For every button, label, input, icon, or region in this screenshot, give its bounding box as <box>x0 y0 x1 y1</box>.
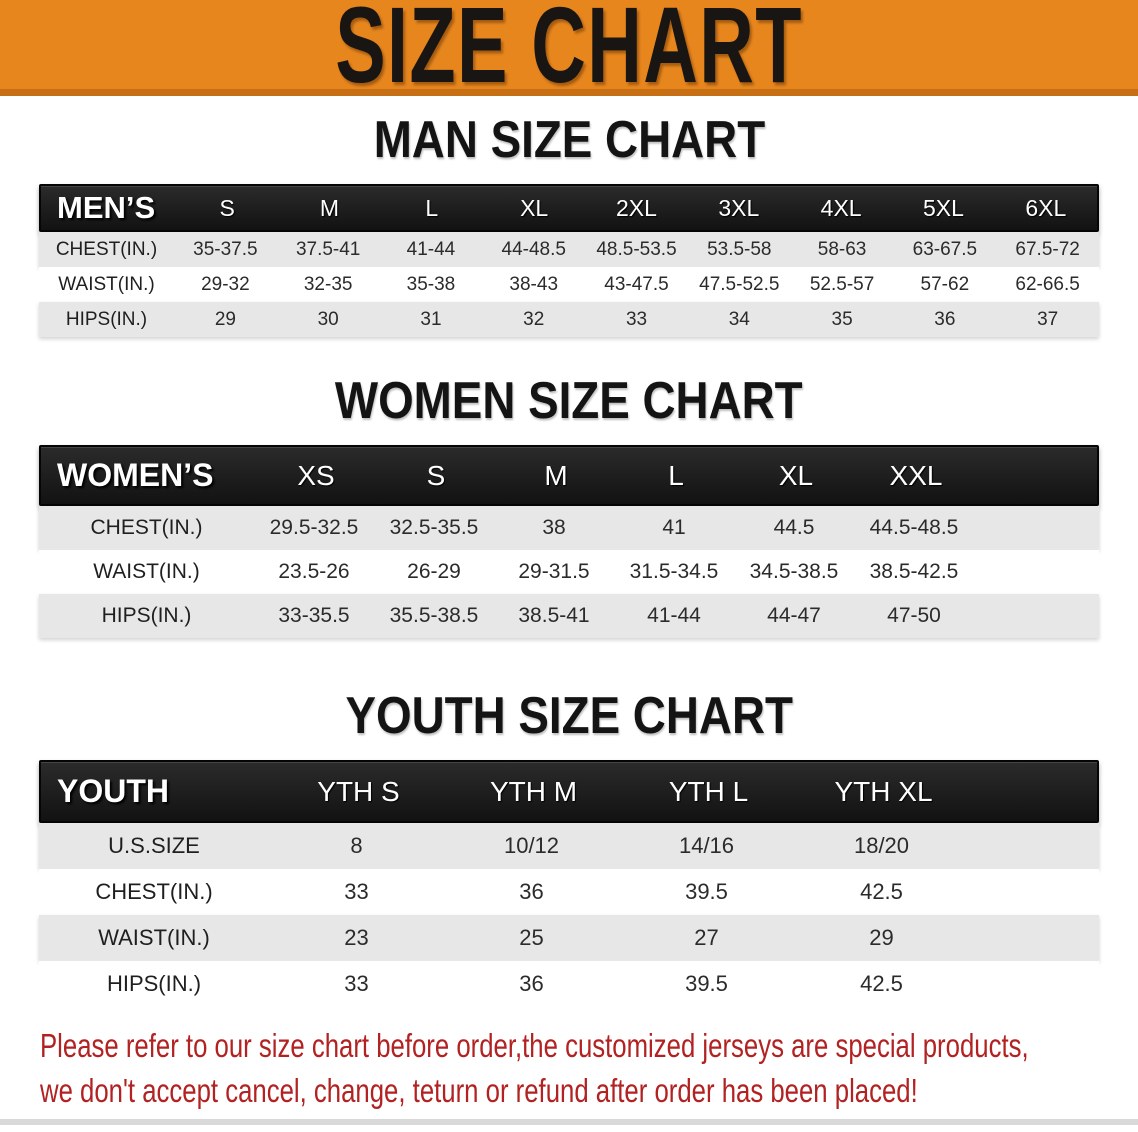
measurement-cell: 48.5-53.5 <box>596 238 677 260</box>
disclaimer <box>40 1023 1138 1113</box>
measurement-cell: 34.5-38.5 <box>749 560 839 583</box>
measurement-cell: 32 <box>523 308 545 330</box>
measurement-cell: 27 <box>694 925 719 950</box>
measurement-cell: 10/12 <box>503 833 560 858</box>
size-column-header: YTH XL <box>834 775 933 807</box>
disclaimer-line-1: Please refer to our size chart before order,the customized jerseys are special products, <box>40 1027 1029 1064</box>
measurement-cell: 63-67.5 <box>912 238 978 260</box>
measurement-cell: 62-66.5 <box>1015 273 1080 295</box>
size-column-header: 3XL <box>718 194 760 221</box>
measurement-cell: 44-48.5 <box>501 238 566 260</box>
measurement-cell: 35.5-38.5 <box>389 604 479 627</box>
size-column-header: XXL <box>889 459 943 491</box>
measurement-cell: 38-43 <box>509 273 559 295</box>
youth-section-title-text: YOUTH SIZE CHART <box>345 687 793 745</box>
table-row <box>39 232 1099 267</box>
measurement-cell: 58-63 <box>817 238 867 260</box>
size-column-header: 2XL <box>616 194 657 221</box>
size-column-header: YTH S <box>317 775 400 807</box>
size-column-header: M <box>319 194 340 221</box>
measurement-cell: 41-44 <box>406 238 456 260</box>
table-row <box>39 506 1099 550</box>
measurement-cell: 52.5-57 <box>809 273 875 295</box>
size-column-header: YTH M <box>489 775 578 807</box>
measurement-cell: 32.5-35.5 <box>389 516 479 539</box>
womens-header-label: WOMEN’S <box>57 457 214 493</box>
row-label: CHEST(IN.) <box>55 238 158 260</box>
measurement-cell: 26-29 <box>407 560 461 583</box>
table-row <box>39 594 1099 638</box>
measurement-cell: 57-62 <box>920 273 970 295</box>
measurement-cell: 42.5 <box>860 879 903 904</box>
measurement-cell: 25 <box>519 925 544 950</box>
measurement-cell: 29 <box>869 925 894 950</box>
measurement-cell: 32-35 <box>303 273 353 295</box>
row-label: WAIST(IN.) <box>98 925 210 950</box>
measurement-cell: 29.5-32.5 <box>269 516 359 539</box>
measurement-cell: 36 <box>934 308 956 330</box>
mens-size-table <box>39 184 1099 337</box>
size-column-header: 4XL <box>820 194 862 221</box>
measurement-cell: 42.5 <box>860 971 903 996</box>
measurement-cell: 44-47 <box>767 604 821 627</box>
measurement-cell: 41-44 <box>647 604 701 627</box>
measurement-cell: 67.5-72 <box>1015 238 1080 260</box>
size-column-header: XL <box>520 194 549 221</box>
table-row <box>39 550 1099 594</box>
measurement-cell: 23.5-26 <box>278 560 350 583</box>
row-label: WAIST(IN.) <box>93 560 200 583</box>
row-label: WAIST(IN.) <box>58 273 155 295</box>
row-label: HIPS(IN.) <box>106 971 202 996</box>
measurement-cell: 30 <box>317 308 339 330</box>
measurement-cell: 36 <box>519 971 544 996</box>
measurement-cell: 37 <box>1037 308 1059 330</box>
size-column-header: M <box>544 459 568 491</box>
measurement-cell: 43-47.5 <box>604 273 669 295</box>
table-row <box>39 961 1099 1007</box>
youth-header-label: YOUTH <box>57 773 169 809</box>
disclaimer-line-2: we don't accept cancel, change, teturn or refund after order has been placed! <box>40 1072 918 1109</box>
measurement-cell: 31 <box>420 308 442 330</box>
size-column-header: 6XL <box>1025 194 1067 221</box>
size-column-header: S <box>426 459 446 491</box>
womens-size-table <box>39 445 1099 638</box>
banner-title: SIZE CHART <box>335 0 803 105</box>
table-row <box>39 823 1099 869</box>
measurement-cell: 29 <box>214 308 236 330</box>
measurement-cell: 44.5 <box>773 516 815 539</box>
measurement-cell: 33-35.5 <box>278 604 350 627</box>
measurement-cell: 53.5-58 <box>707 238 772 260</box>
measurement-cell: 38.5-42.5 <box>869 560 959 583</box>
women-section-title <box>0 371 1138 431</box>
row-label: HIPS(IN.) <box>101 604 192 627</box>
measurement-cell: 33 <box>344 971 369 996</box>
measurement-cell: 36 <box>519 879 544 904</box>
man-section-title <box>0 110 1138 170</box>
measurement-cell: 35 <box>831 308 853 330</box>
womens-table-header-row <box>39 445 1099 506</box>
size-column-header: YTH L <box>668 775 749 807</box>
size-chart-banner <box>0 0 1138 105</box>
measurement-cell: 35-37.5 <box>193 238 258 260</box>
measurement-cell: 23 <box>344 925 369 950</box>
table-row <box>39 869 1099 915</box>
measurement-cell: 41 <box>662 516 686 539</box>
size-column-header: XS <box>297 459 335 491</box>
size-column-header: L <box>425 194 439 221</box>
measurement-cell: 39.5 <box>685 879 728 904</box>
youth-table-header-row <box>39 760 1099 823</box>
bottom-edge <box>0 1119 1138 1125</box>
size-column-header: XL <box>778 459 814 491</box>
measurement-cell: 44.5-48.5 <box>869 516 959 539</box>
row-label: HIPS(IN.) <box>65 308 148 330</box>
measurement-cell: 37.5-41 <box>295 238 361 260</box>
measurement-cell: 29-31.5 <box>518 560 590 583</box>
measurement-cell: 47-50 <box>887 604 941 627</box>
mens-table-header-row <box>39 184 1099 232</box>
measurement-cell: 33 <box>625 308 648 330</box>
measurement-cell: 8 <box>350 833 363 858</box>
man-section-title-text: MAN SIZE CHART <box>373 111 765 169</box>
youth-size-table <box>39 760 1099 1007</box>
measurement-cell: 39.5 <box>685 971 728 996</box>
measurement-cell: 38.5-41 <box>518 604 590 627</box>
youth-section-title <box>0 686 1138 746</box>
row-label: CHEST(IN.) <box>90 516 203 539</box>
measurement-cell: 18/20 <box>853 833 910 858</box>
row-label: CHEST(IN.) <box>95 879 213 904</box>
measurement-cell: 14/16 <box>678 833 735 858</box>
measurement-cell: 47.5-52.5 <box>699 273 780 295</box>
row-label: U.S.SIZE <box>108 833 200 858</box>
mens-header-label: MEN’S <box>57 190 156 225</box>
measurement-cell: 35-38 <box>406 273 456 295</box>
size-column-header: L <box>668 459 684 491</box>
size-column-header: 5XL <box>922 194 964 221</box>
measurement-cell: 33 <box>344 879 369 904</box>
measurement-cell: 29-32 <box>201 273 250 295</box>
table-row <box>39 267 1099 302</box>
size-column-header: S <box>219 194 235 221</box>
table-row <box>39 302 1099 337</box>
table-row <box>39 915 1099 961</box>
measurement-cell: 31.5-34.5 <box>629 560 719 583</box>
measurement-cell: 34 <box>728 308 750 330</box>
measurement-cell: 38 <box>542 516 566 539</box>
women-section-title-text: WOMEN SIZE CHART <box>335 372 803 430</box>
